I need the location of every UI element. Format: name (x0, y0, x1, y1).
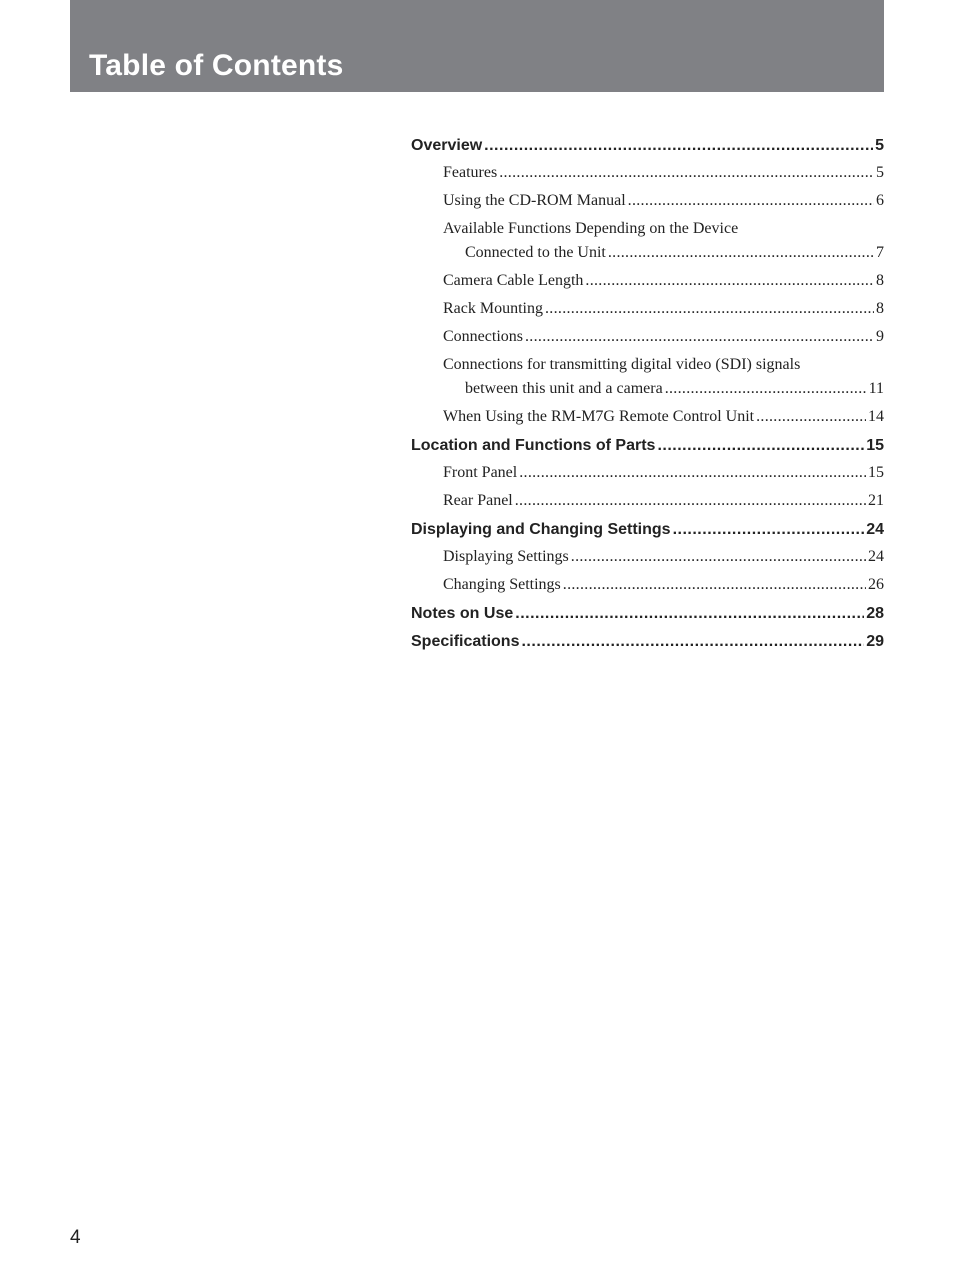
toc-label: Displaying and Changing Settings (411, 521, 671, 538)
toc-entry-specifications[interactable] (411, 629, 884, 655)
leader-dots (756, 405, 866, 429)
toc-label: Location and Functions of Parts (411, 437, 656, 454)
leader-dots (515, 489, 866, 513)
toc-entry-camera-cable-length[interactable] (411, 269, 884, 293)
leader-dots (608, 241, 874, 265)
leader-dots (484, 133, 873, 159)
toc-page: 11 (868, 380, 884, 397)
toc-label-line2: Connected to the Unit (465, 244, 606, 261)
header-bar (70, 0, 884, 92)
toc-page: 15 (866, 437, 884, 454)
leader-dots (563, 573, 866, 597)
toc-page: 6 (876, 192, 884, 209)
toc-label-line1: Available Functions Depending on the Device (443, 220, 739, 237)
toc-page: 21 (868, 492, 884, 509)
toc-entry-overview[interactable] (411, 133, 884, 159)
toc-label: Overview (411, 137, 483, 154)
toc-label: Front Panel (443, 464, 518, 481)
leader-dots (585, 269, 874, 293)
toc-page: 24 (868, 548, 884, 565)
toc-label: Features (443, 164, 498, 181)
leader-dots (665, 377, 867, 401)
leader-dots (519, 461, 866, 485)
toc-entry-front-panel[interactable] (411, 461, 884, 485)
toc-entry-available-functions[interactable] (411, 217, 884, 265)
toc-entry-connections-sdi[interactable] (411, 353, 884, 401)
toc-page: 9 (876, 328, 884, 345)
toc-page: 29 (866, 633, 884, 650)
toc-page: 24 (866, 521, 884, 538)
leader-dots (545, 297, 874, 321)
leader-dots (657, 433, 864, 459)
toc-entry-rm-m7g[interactable] (411, 405, 884, 429)
toc-page: 28 (866, 605, 884, 622)
leader-dots (628, 189, 874, 213)
toc-page: 26 (868, 576, 884, 593)
toc-label: Rack Mounting (443, 300, 543, 317)
toc-page: 15 (868, 464, 884, 481)
page-number: 4 (70, 1227, 81, 1248)
toc-page: 5 (875, 137, 884, 154)
leader-dots (499, 161, 874, 185)
toc-label: Rear Panel (443, 492, 513, 509)
toc-page: 8 (876, 300, 884, 317)
toc-entry-notes-on-use[interactable] (411, 601, 884, 627)
toc-label: Changing Settings (443, 576, 561, 593)
toc-entry-changing-settings[interactable] (411, 573, 884, 597)
toc-entry-features[interactable] (411, 161, 884, 185)
toc-label: Displaying Settings (443, 548, 569, 565)
page-title: Table of Contents (89, 49, 344, 82)
leader-dots (515, 601, 864, 627)
toc-entry-cdrom-manual[interactable] (411, 189, 884, 213)
toc-entry-rear-panel[interactable] (411, 489, 884, 513)
toc-label: Specifications (411, 633, 520, 650)
toc-label: Connections (443, 328, 523, 345)
toc-entry-connections[interactable] (411, 325, 884, 349)
toc-entry-displaying-changing[interactable] (411, 517, 884, 543)
toc-page: 8 (876, 272, 884, 289)
toc-label: When Using the RM-M7G Remote Control Unit (443, 408, 755, 425)
toc-page: 7 (876, 244, 884, 261)
toc-label: Notes on Use (411, 605, 514, 622)
toc-label-line2: between this unit and a camera (465, 380, 663, 397)
toc-page: 5 (876, 164, 884, 181)
toc-label: Camera Cable Length (443, 272, 584, 289)
toc-page: 14 (868, 408, 884, 425)
toc-label: Using the CD-ROM Manual (443, 192, 626, 209)
toc-entry-location-functions[interactable] (411, 433, 884, 459)
leader-dots (673, 517, 865, 543)
leader-dots (571, 545, 866, 569)
toc-label-line1: Connections for transmitting digital video (SDI) signals (443, 356, 801, 373)
toc-entry-rack-mounting[interactable] (411, 297, 884, 321)
leader-dots (521, 629, 864, 655)
toc-entry-displaying-settings[interactable] (411, 545, 884, 569)
leader-dots (525, 325, 874, 349)
table-of-contents (411, 133, 884, 657)
